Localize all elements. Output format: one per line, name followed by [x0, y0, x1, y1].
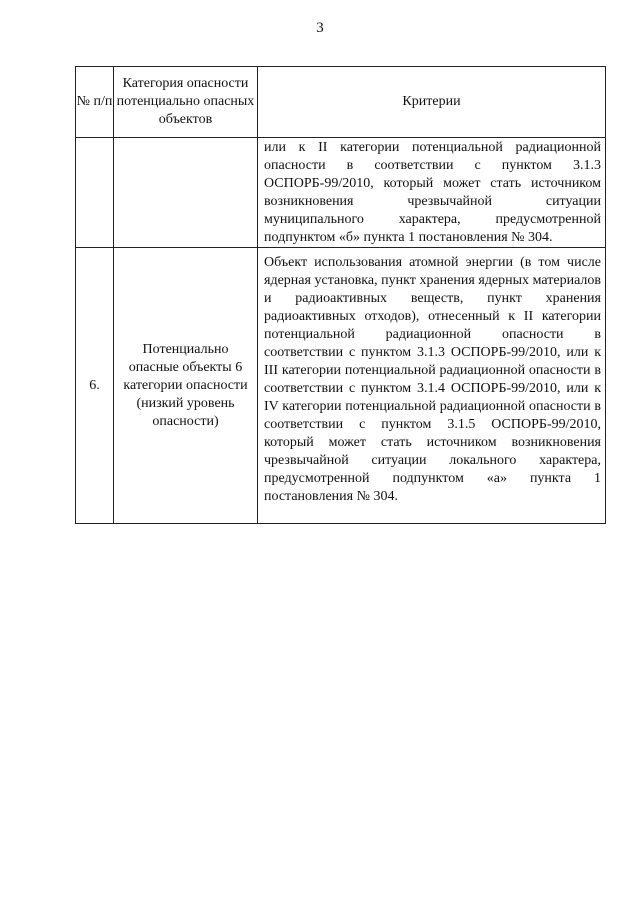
header-category	[114, 67, 258, 138]
hazard-category-table	[75, 66, 606, 524]
table-row	[76, 248, 606, 524]
table-row	[76, 138, 606, 248]
row-number-cell: 6.	[76, 248, 114, 524]
row-criteria-cell: или к II категории потенциальной радиационной опасности в соответствии с пунктом 3.1.3 ОСПОРБ-99/2010, который может стать источником возникновения чрезвычайной ситуации муниципального характера, предусмотренной подпунктом «б» пункта 1 постановления № 304.	[258, 138, 606, 248]
header-criteria-label: Критерии	[402, 94, 461, 109]
row-number-cell	[76, 138, 114, 248]
header-number	[76, 67, 114, 138]
page-number: 3	[316, 20, 324, 36]
table-header-row	[76, 67, 606, 138]
row-category-cell: Потенциально опасные объекты 6 категории опасности (низкий уровень опасности)	[114, 248, 258, 524]
row-criteria-cell: Объект использования атомной энергии (в том числе ядерная установка, пункт хранения ядерных материалов и радиоактивных веществ, пункт хранения радиоактивных отходов), отнесенный к II категории потенциальной радиационной опасности в соответствии с пунктом 3.1.3 ОСПОРБ-99/2010, или к III категории потенциальной радиационной опасности в соответствии с пунктом 3.1.4 ОСПОРБ-99/2010, или к IV категории потенциальной радиационной опасности в соответствии с пунктом 3.1.5 ОСПОРБ-99/2010, который может стать источником возникновения чрезвычайной ситуации локального характера, предусмотренной подпунктом «а» пункта 1 постановления № 304.	[258, 248, 606, 524]
row-category-cell	[114, 138, 258, 248]
header-category-label: Категория опасности потенциально опасных объектов	[116, 76, 255, 127]
header-criteria	[258, 67, 606, 138]
header-number-label: № п/п	[76, 94, 113, 109]
